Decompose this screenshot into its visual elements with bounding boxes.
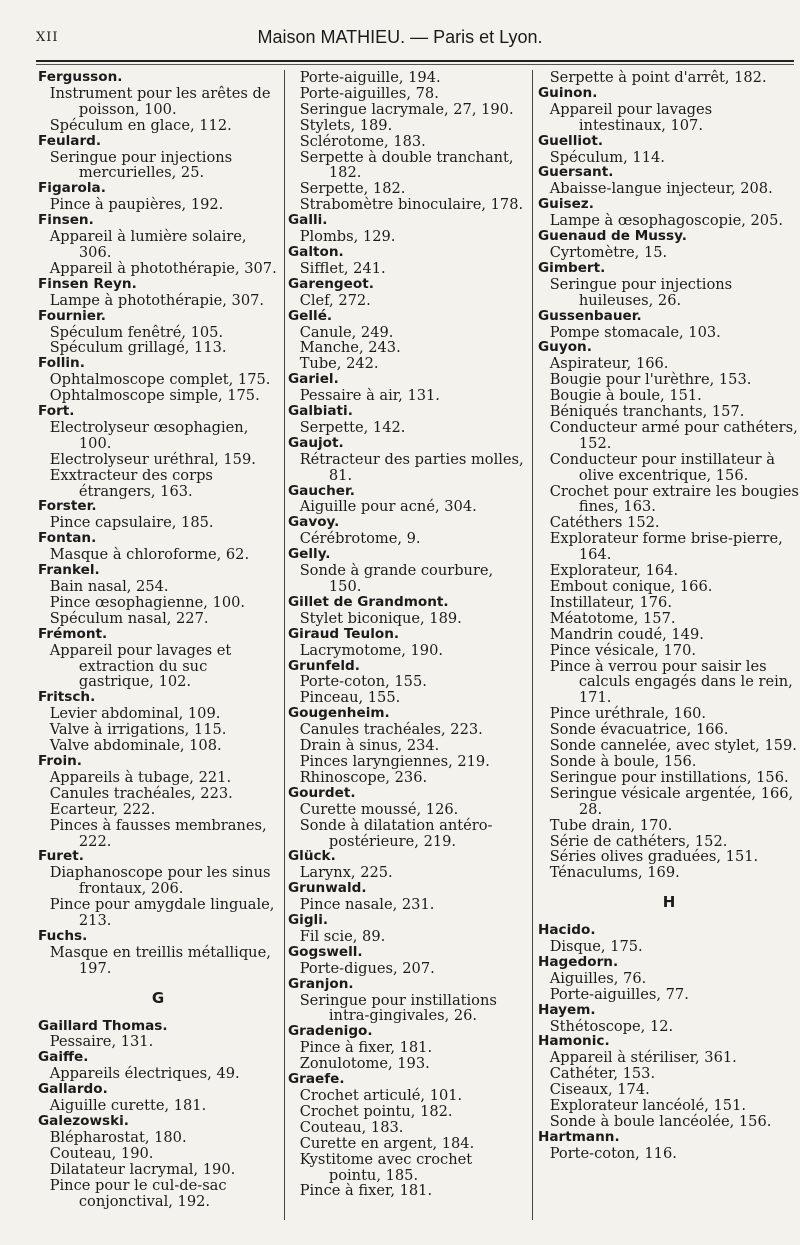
entry-instrument-item: Valve à irrigations, 115. xyxy=(49,721,227,739)
entry-instrument-item: Appareil à lumière solaire, 306. xyxy=(49,228,247,261)
entry-instrument-item: Appareils électriques, 49. xyxy=(49,1065,240,1083)
entry-instrument-item: Seringue vésicale argentée, 166, 28. xyxy=(549,784,794,818)
entry-instrument-item: Levier abdominal, 109. xyxy=(49,705,221,723)
entry-instrument-item: Tube drain, 170. xyxy=(549,816,673,834)
entry-instrument-item: Strabomètre binoculaire, 178. xyxy=(299,196,524,214)
entry-instrument-item: Drain à sinus, 234. xyxy=(299,737,440,755)
entry-author-name: Gradenigo. xyxy=(288,1023,373,1040)
entry-instrument-item: Sonde évacuatrice, 166. xyxy=(549,721,729,739)
index-entry xyxy=(538,1034,800,1129)
entry-author-name: Guyon. xyxy=(538,339,592,356)
entry-instrument-item: Pince à verrou pour saisir les calculs engagés dans le rein, 171. xyxy=(549,657,793,707)
entry-instrument-item: Ténaculums, 169. xyxy=(549,864,680,882)
entry-instrument-item: Série de cathéters, 152. xyxy=(549,832,728,850)
entry-author-name: Finsen Reyn. xyxy=(38,275,137,292)
entry-instrument-item: Instillateur, 176. xyxy=(549,593,672,611)
entry-instrument-item: Spéculum nasal, 227. xyxy=(49,609,209,627)
entry-instrument-item: Séries olives graduées, 151. xyxy=(549,848,759,866)
index-entry xyxy=(38,531,278,563)
column-divider xyxy=(284,70,285,1220)
entry-instrument-item: Béniqués tranchants, 157. xyxy=(549,403,745,421)
entry-instrument-item: Exxtracteur des corps étrangers, 163. xyxy=(49,466,213,500)
index-entry xyxy=(288,786,528,850)
index-entry xyxy=(38,1082,278,1114)
index-entry xyxy=(538,229,800,261)
entry-author-name: Follin. xyxy=(38,355,85,372)
entry-instrument-item: Aiguilles, 76. xyxy=(549,969,647,987)
entry-instrument-item: Appareil pour lavages et extraction du suc gastrique, 102. xyxy=(49,641,232,691)
entry-author-name: Frankel. xyxy=(38,562,100,579)
entry-instrument-item: Cathéter, 153. xyxy=(549,1065,656,1083)
entry-instrument-item: Sonde à dilatation antéro-postérieure, 219. xyxy=(299,816,493,850)
entry-author-name: Gussenbauer. xyxy=(538,307,642,324)
entry-instrument-item: Pince à paupières, 192. xyxy=(49,196,224,214)
entry-instrument-item: Seringue lacrymale, 27, 190. xyxy=(299,100,514,118)
entry-author-name: Gougenheim. xyxy=(288,705,390,722)
index-entry xyxy=(538,165,800,197)
index-entry xyxy=(38,754,278,849)
entry-instrument-item: Abaisse-langue injecteur, 208. xyxy=(549,180,773,198)
entry-author-name: Gimbert. xyxy=(538,259,606,276)
index-entry xyxy=(288,913,528,945)
entry-author-name: Figarola. xyxy=(38,180,106,197)
index-entry xyxy=(288,70,528,213)
entry-author-name: Galton. xyxy=(288,243,344,260)
entry-instrument-item: Pince à fixer, 181. xyxy=(299,1039,433,1057)
entry-instrument-item: Sonde à boule, 156. xyxy=(549,752,697,770)
entry-author-name: Guisez. xyxy=(538,196,594,213)
entry-instrument-item: Serpette à double tranchant, 182. xyxy=(299,148,514,182)
entry-instrument-item: Zonulotome, 193. xyxy=(299,1055,430,1073)
entry-instrument-item: Ophtalmoscope simple, 175. xyxy=(49,387,260,405)
entry-author-name: Grunwald. xyxy=(288,880,367,897)
index-entry xyxy=(288,245,528,277)
entry-author-name: Galbiati. xyxy=(288,403,353,420)
index-entry xyxy=(288,515,528,547)
entry-author-name: Fournier. xyxy=(38,307,106,324)
entry-author-name: Giraud Teulon. xyxy=(288,625,400,642)
entry-instrument-item: Masque en treillis métallique, 197. xyxy=(49,943,271,977)
index-entry xyxy=(288,436,528,484)
entry-author-name: Gariel. xyxy=(288,371,339,388)
entry-instrument-item: Ecarteur, 222. xyxy=(49,800,156,818)
index-entry xyxy=(38,690,278,754)
entry-author-name: Gaillard Thomas. xyxy=(38,1017,168,1034)
entry-instrument-item: Spéculum, 114. xyxy=(549,148,665,166)
entry-instrument-item: Pessaire, 131. xyxy=(49,1033,154,1051)
entry-instrument-item: Crochet articulé, 101. xyxy=(299,1087,463,1104)
entry-instrument-item: Pinces laryngiennes, 219. xyxy=(299,752,490,770)
entry-instrument-item: Couteau, 190. xyxy=(49,1144,154,1162)
entry-instrument-item: Bougie à boule, 151. xyxy=(549,387,702,405)
index-entry xyxy=(288,706,528,786)
entry-instrument-item: Serpette, 182. xyxy=(299,180,406,198)
index-entry xyxy=(38,213,278,277)
entry-instrument-item: Sonde à boule lancéolée, 156. xyxy=(549,1113,772,1130)
entry-instrument-item: Sonde à grande courbure, 150. xyxy=(299,562,494,595)
entry-author-name: Gallardo. xyxy=(38,1081,108,1098)
entry-instrument-item: Cérébrotome, 9. xyxy=(299,530,421,548)
entry-author-name: Forster. xyxy=(38,498,97,515)
entry-author-name: Hamonic. xyxy=(538,1033,610,1050)
entry-author-name: Gaiffe. xyxy=(38,1049,89,1066)
entry-instrument-item: Explorateur forme brise-pierre, 164. xyxy=(549,530,783,564)
entry-author-name: Fergusson. xyxy=(38,69,123,85)
entry-instrument-item: Instrument pour les arêtes de poisson, 100. xyxy=(49,84,271,118)
entry-instrument-item: Catéthers 152. xyxy=(549,514,660,532)
entry-instrument-item: Pince pour le cul-de-sac conjonctival, 192. xyxy=(49,1176,227,1210)
entry-author-name: Finsen. xyxy=(38,212,94,229)
entry-instrument-item: Embout conique, 166. xyxy=(549,578,713,595)
index-entry xyxy=(538,340,800,881)
entry-author-name: Galezowski. xyxy=(38,1113,129,1129)
entry-instrument-item: Sonde cannelée, avec stylet, 159. xyxy=(549,737,797,755)
index-column-1 xyxy=(38,70,278,1209)
entry-author-name: Gillet de Grandmont. xyxy=(288,593,449,610)
entry-instrument-item: Spéculum fenêtré, 105. xyxy=(49,323,224,341)
entry-instrument-item: Masque à chloroforme, 62. xyxy=(49,546,250,564)
index-entry xyxy=(288,1024,528,1072)
entry-instrument-item: Rétracteur des parties molles, 81. xyxy=(299,450,524,484)
entry-instrument-item: Appareil à stériliser, 361. xyxy=(549,1049,737,1067)
entry-author-name: Glück. xyxy=(288,848,336,865)
index-entry xyxy=(38,70,278,134)
index-entry xyxy=(538,134,800,166)
entry-instrument-item: Canules trachéales, 223. xyxy=(299,721,483,739)
column-divider xyxy=(532,70,533,1220)
index-entry xyxy=(288,309,528,373)
entry-instrument-item: Pinces à fausses membranes, 222. xyxy=(49,816,267,850)
entry-author-name: Guenaud de Mussy. xyxy=(538,228,687,245)
entry-author-name: Galli. xyxy=(288,212,328,229)
index-entry xyxy=(288,484,528,516)
entry-author-name: Froin. xyxy=(38,752,82,769)
entry-instrument-item: Blépharostat, 180. xyxy=(49,1128,187,1146)
index-entry xyxy=(38,1114,278,1209)
entry-author-name: Fuchs. xyxy=(38,927,88,944)
entry-author-name: Fritsch. xyxy=(38,689,96,706)
index-entry xyxy=(38,309,278,357)
index-entry xyxy=(38,181,278,213)
entry-instrument-item: Disque, 175. xyxy=(549,938,643,956)
entry-instrument-item: Seringue pour injections mercurielles, 25. xyxy=(49,148,233,182)
index-entry xyxy=(288,849,528,881)
index-entry xyxy=(538,1003,800,1035)
entry-instrument-item: Stylets, 189. xyxy=(299,116,393,134)
entry-instrument-item: Kystitome avec crochet pointu, 185. xyxy=(299,1150,473,1184)
entry-instrument-item: Curette en argent, 184. xyxy=(299,1134,475,1152)
entry-author-name: Gelly. xyxy=(288,546,331,563)
entry-instrument-item: Cyrtomètre, 15. xyxy=(549,243,668,261)
index-entry xyxy=(288,213,528,245)
entry-instrument-item: Pince nasale, 231. xyxy=(299,896,435,914)
entry-instrument-item: Porte-coton, 116. xyxy=(549,1144,677,1162)
section-letter-heading: G xyxy=(151,988,165,1007)
entry-instrument-item: Electrolyseur uréthral, 159. xyxy=(49,450,256,468)
index-entry xyxy=(538,309,800,341)
entry-author-name: Gavoy. xyxy=(288,514,340,531)
entry-instrument-item: Spéculum en glace, 112. xyxy=(49,116,232,134)
entry-author-name: Gourdet. xyxy=(288,784,356,801)
entry-instrument-item: Spéculum grillagé, 113. xyxy=(49,339,227,357)
entry-instrument-item: Tube, 242. xyxy=(299,355,379,373)
entry-author-name: Fontan. xyxy=(38,530,97,547)
index-entry xyxy=(38,1019,278,1051)
index-entry xyxy=(288,977,528,1025)
entry-author-name: Hacido. xyxy=(538,922,596,939)
entry-instrument-item: Bougie pour l'urèthre, 153. xyxy=(549,371,752,389)
entry-author-name: Garengeot. xyxy=(288,275,374,292)
entry-instrument-item: Pompe stomacale, 103. xyxy=(549,323,721,341)
index-entry xyxy=(288,659,528,707)
index-entry xyxy=(38,1050,278,1082)
entry-author-name: Gaucher. xyxy=(288,482,355,499)
entry-instrument-item: Appareil à photothérapie, 307. xyxy=(49,259,277,277)
entry-instrument-item: Bain nasal, 254. xyxy=(49,578,169,595)
entry-instrument-item: Aiguille curette, 181. xyxy=(49,1097,207,1115)
entry-instrument-item: Canules trachéales, 223. xyxy=(49,784,233,802)
entry-instrument-item: Pince à fixer, 181. xyxy=(299,1182,433,1200)
entry-instrument-item: Serpette à point d'arrêt, 182. xyxy=(549,69,767,86)
entry-instrument-item: Stylet biconique, 189. xyxy=(299,609,462,627)
entry-instrument-item: Electrolyseur œsophagien, 100. xyxy=(49,418,249,452)
section-letter-heading: H xyxy=(662,893,676,912)
running-head: Maison MATHIEU. — Paris et Lyon. xyxy=(257,27,543,47)
entry-instrument-item: Aspirateur, 166. xyxy=(549,355,669,373)
index-entry xyxy=(538,1130,800,1162)
entry-author-name: Fort. xyxy=(38,403,75,420)
entry-instrument-item: Appareil pour lavages intestinaux, 107. xyxy=(549,100,713,134)
index-entry xyxy=(288,881,528,913)
entry-author-name: Frémont. xyxy=(38,625,108,642)
entry-instrument-item: Rhinoscope, 236. xyxy=(299,768,428,786)
entry-instrument-item: Explorateur, 164. xyxy=(549,562,679,580)
entry-instrument-item: Seringue pour instillations, 156. xyxy=(549,768,789,786)
entry-instrument-item: Manche, 243. xyxy=(299,339,401,357)
index-entry xyxy=(38,627,278,691)
entry-instrument-item: Porte-digues, 207. xyxy=(299,959,435,977)
entry-author-name: Feulard. xyxy=(38,132,102,149)
entry-author-name: Furet. xyxy=(38,848,84,865)
index-entry xyxy=(38,929,278,977)
entry-instrument-item: Clef, 272. xyxy=(299,291,371,309)
entry-instrument-item: Pince pour amygdale linguale, 213. xyxy=(49,896,275,930)
entry-instrument-item: Porte-aiguilles, 77. xyxy=(549,985,689,1003)
header-rule-thin xyxy=(36,64,794,65)
entry-instrument-item: Porte-aiguilles, 78. xyxy=(299,84,439,102)
entry-instrument-item: Mandrin coudé, 149. xyxy=(549,625,704,643)
entry-instrument-item: Ciseaux, 174. xyxy=(549,1081,650,1099)
entry-instrument-item: Pince uréthrale, 160. xyxy=(549,705,707,723)
entry-instrument-item: Dilatateur lacrymal, 190. xyxy=(49,1160,236,1178)
page-number: XII xyxy=(36,30,59,45)
index-entry xyxy=(538,86,800,134)
entry-instrument-item: Lacrymotome, 190. xyxy=(299,641,443,659)
entry-author-name: Hayem. xyxy=(538,1001,596,1018)
entry-instrument-item: Curette moussé, 126. xyxy=(299,800,459,818)
entry-author-name: Graefe. xyxy=(288,1071,345,1088)
entry-author-name: Guinon. xyxy=(538,84,598,101)
entry-author-name: Gellé. xyxy=(288,307,333,324)
entry-instrument-item: Fil scie, 89. xyxy=(299,927,386,945)
entry-instrument-item: Aiguille pour acné, 304. xyxy=(299,498,477,516)
entry-instrument-item: Porte-aiguille, 194. xyxy=(299,69,441,86)
index-entry xyxy=(288,277,528,309)
entry-instrument-item: Pinceau, 155. xyxy=(299,689,401,707)
index-entry xyxy=(538,70,800,86)
header-rule xyxy=(36,60,794,62)
entry-instrument-item: Lampe à photothérapie, 307. xyxy=(49,291,265,309)
index-entry xyxy=(288,1072,528,1199)
entry-instrument-item: Conducteur pour instillateur à olive excentrique, 156. xyxy=(549,450,775,484)
entry-instrument-item: Porte-coton, 155. xyxy=(299,673,427,691)
index-entry xyxy=(38,849,278,929)
entry-author-name: Grunfeld. xyxy=(288,657,360,674)
entry-author-name: Gigli. xyxy=(288,912,329,929)
index-entry xyxy=(288,547,528,595)
entry-instrument-item: Larynx, 225. xyxy=(299,864,393,882)
index-column-3 xyxy=(538,70,800,1162)
entry-instrument-item: Seringue pour injections huileuses, 26. xyxy=(549,275,733,309)
entry-instrument-item: Sifflet, 241. xyxy=(299,259,386,277)
entry-instrument-item: Canule, 249. xyxy=(299,323,394,341)
entry-instrument-item: Explorateur lancéolé, 151. xyxy=(549,1097,746,1115)
entry-instrument-item: Seringue pour instillations intra-gingivales, 26. xyxy=(299,991,497,1025)
entry-instrument-item: Méatotome, 157. xyxy=(549,609,676,627)
index-entry xyxy=(38,277,278,309)
entry-instrument-item: Pince œsophagienne, 100. xyxy=(49,593,246,611)
entry-instrument-item: Serpette, 142. xyxy=(299,418,406,436)
entry-instrument-item: Valve abdominale, 108. xyxy=(49,737,222,755)
entry-author-name: Hartmann. xyxy=(538,1128,620,1145)
entry-instrument-item: Pince vésicale, 170. xyxy=(549,641,697,659)
entry-instrument-item: Ophtalmoscope complet, 175. xyxy=(49,371,271,389)
entry-author-name: Granjon. xyxy=(288,975,354,992)
index-entry xyxy=(538,955,800,1003)
entry-author-name: Hagedorn. xyxy=(538,953,619,970)
index-entry xyxy=(38,134,278,182)
index-entry xyxy=(538,197,800,229)
entry-instrument-item: Conducteur armé pour cathéters, 152. xyxy=(549,418,798,452)
entry-instrument-item: Pessaire à air, 131. xyxy=(299,387,440,405)
index-entry xyxy=(288,945,528,977)
entry-instrument-item: Couteau, 183. xyxy=(299,1118,404,1136)
entry-instrument-item: Crochet pointu, 182. xyxy=(299,1102,453,1120)
entry-instrument-item: Appareils à tubage, 221. xyxy=(49,768,232,786)
index-entry xyxy=(38,499,278,531)
entry-instrument-item: Pince capsulaire, 185. xyxy=(49,514,214,532)
entry-instrument-item: Crochet pour extraire les bougies fines, 163. xyxy=(549,482,799,516)
entry-instrument-item: Sclérotome, 183. xyxy=(299,132,426,150)
index-entry xyxy=(38,404,278,499)
entry-instrument-item: Plombs, 129. xyxy=(299,228,396,246)
index-entry xyxy=(288,627,528,659)
index-entry xyxy=(288,404,528,436)
entry-author-name: Guelliot. xyxy=(538,132,604,149)
entry-instrument-item: Lampe à œsophagoscopie, 205. xyxy=(549,212,784,230)
entry-instrument-item: Diaphanoscope pour les sinus frontaux, 206. xyxy=(49,864,271,898)
index-entry xyxy=(538,923,800,955)
entry-author-name: Guersant. xyxy=(538,164,614,181)
index-entry xyxy=(538,261,800,309)
index-entry xyxy=(38,356,278,404)
entry-instrument-item: Sthétoscope, 12. xyxy=(549,1017,674,1035)
index-entry xyxy=(288,595,528,627)
index-entry xyxy=(288,372,528,404)
index-entry xyxy=(38,563,278,627)
index-column-2 xyxy=(288,70,528,1199)
entry-author-name: Gaujot. xyxy=(288,434,344,451)
entry-author-name: Gogswell. xyxy=(288,943,363,960)
